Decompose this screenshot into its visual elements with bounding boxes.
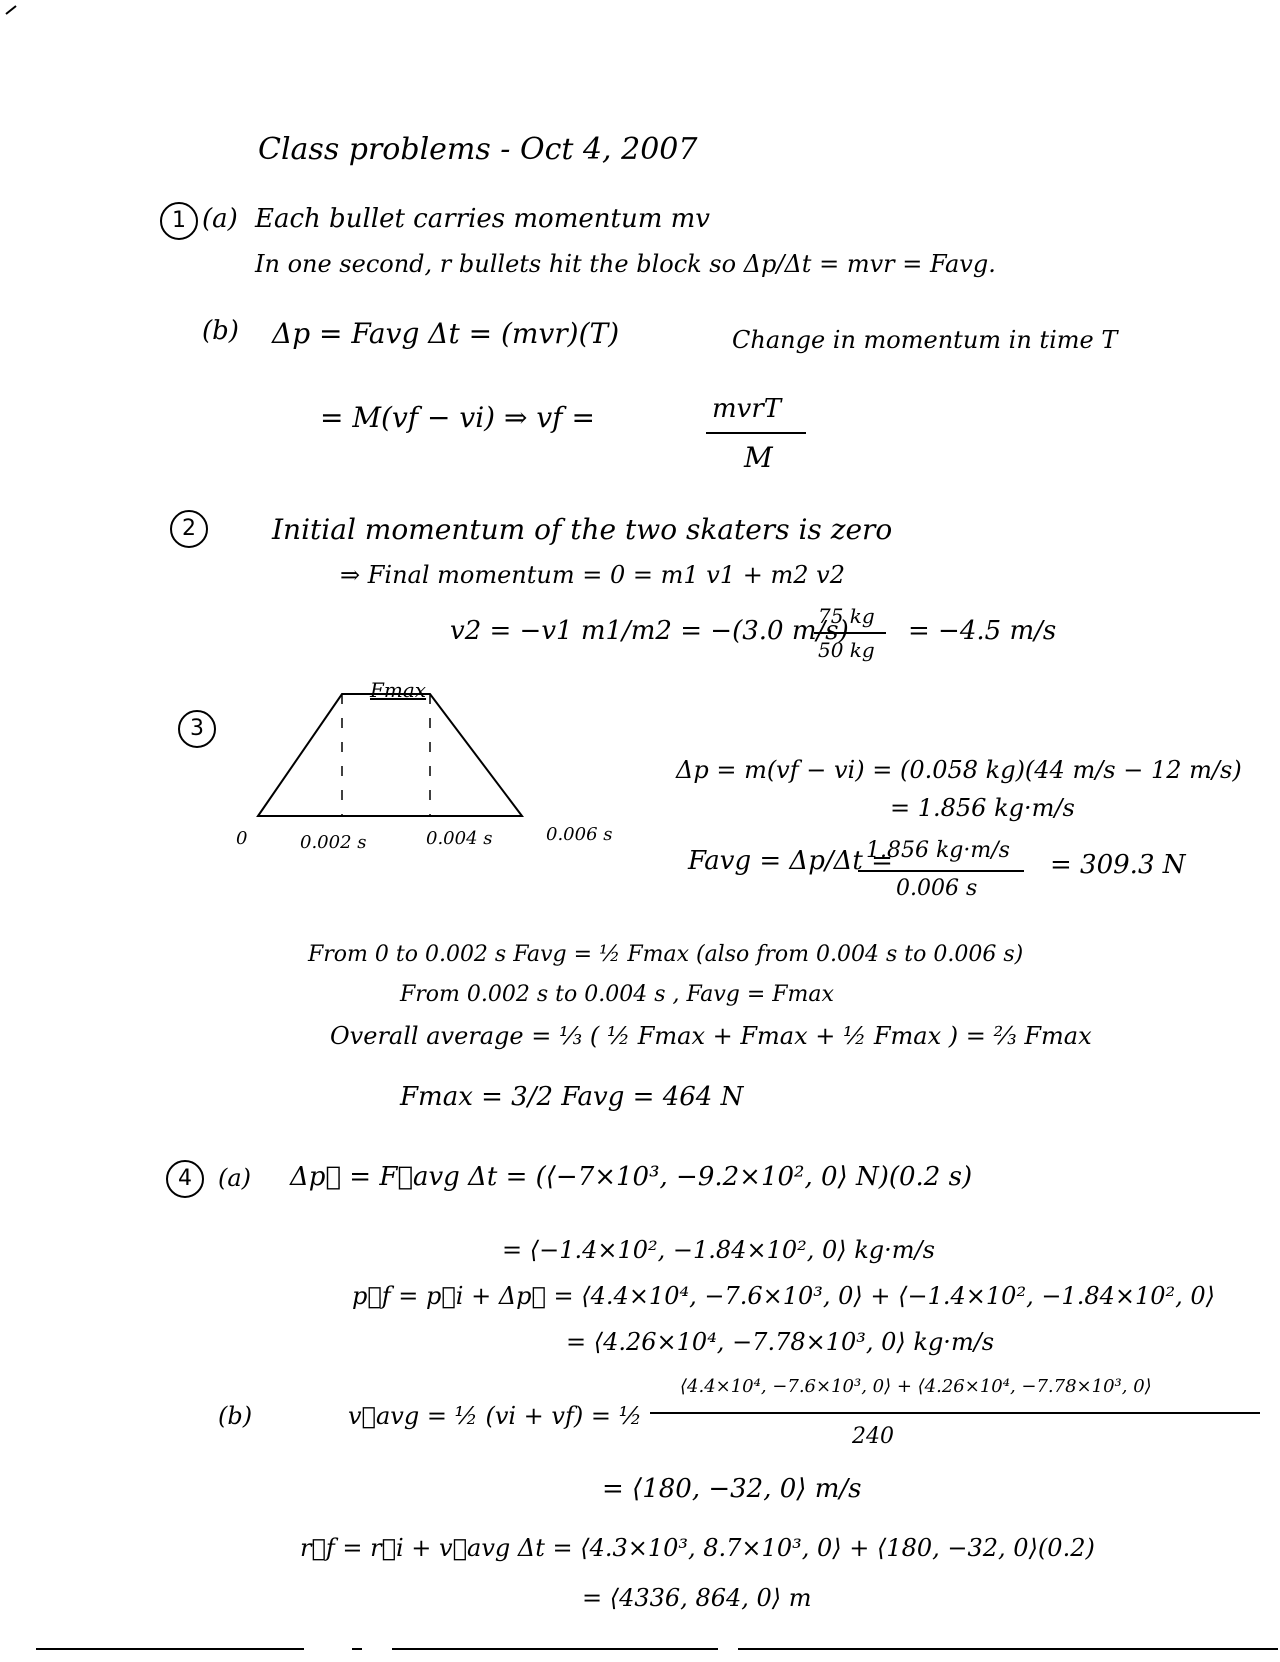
p1-a-line2: In one second, r bullets hit the block so Δp/Δt = mvr = Favg. — [255, 250, 996, 278]
p4-b-lhs: v⃗avg = ½ (vi + vf) = ½ — [348, 1402, 642, 1430]
graph-tick-1: 0.002 s — [300, 832, 367, 853]
bottom-rule-4 — [738, 1648, 1278, 1650]
problem-1-number: 1 — [160, 202, 198, 240]
bottom-rule-2 — [352, 1648, 362, 1650]
p3-line-a: From 0 to 0.002 s Favg = ½ Fmax (also from 0.004 s to 0.006 s) — [308, 942, 1024, 967]
p4-b-fraction-bar — [650, 1412, 1260, 1414]
p1-b-line1: Δp = Favg Δt = (mvr)(T) — [272, 317, 620, 350]
p3-line-c: Overall average = ⅓ ( ½ Fmax + Fmax + ½ Fmax ) = ⅔ Fmax — [330, 1022, 1092, 1050]
p3-favg-rhs: = 309.3 N — [1050, 850, 1186, 880]
p3-line-d: Fmax = 3/2 Favg = 464 N — [400, 1082, 744, 1112]
p1-b-denominator: M — [744, 441, 773, 474]
p4-b-numerator: ⟨4.4×10⁴, −7.6×10³, 0⟩ + ⟨4.26×10⁴, −7.78×10³, 0⟩ — [680, 1376, 1152, 1397]
p4-b-line2: = ⟨180, −32, 0⟩ m/s — [602, 1474, 862, 1504]
p2-fraction-bar — [814, 632, 886, 634]
pen-mark — [0, 0, 30, 20]
p1-b-line2: = M(vf − vi) ⇒ vf = — [320, 401, 595, 434]
p2-line3-lhs: v2 = −v1 m1/m2 = −(3.0 m/s) — [450, 616, 849, 646]
p1-b-fraction-bar — [706, 432, 806, 434]
p4-a-line3: p⃗f = p⃗i + Δp⃗ = ⟨4.4×10⁴, −7.6×10³, 0⟩ + ⟨−1.4×10², −1.84×10², 0⟩ — [352, 1282, 1216, 1310]
p4-a-line2: = ⟨−1.4×10², −1.84×10², 0⟩ kg·m/s — [502, 1236, 935, 1264]
p4-a-label: (a) — [218, 1164, 252, 1192]
p3-dp-line2: = 1.856 kg·m/s — [890, 794, 1075, 822]
page-title: Class problems - Oct 4, 2007 — [258, 132, 698, 167]
p1-a-label: (a) — [202, 204, 238, 234]
graph-trapezoid — [258, 694, 522, 816]
p3-line-b: From 0.002 s to 0.004 s , Favg = Fmax — [400, 982, 834, 1007]
graph-tick-3: 0.006 s — [546, 824, 613, 845]
p4-r-line2: = ⟨4336, 864, 0⟩ m — [582, 1584, 812, 1612]
p2-line1: Initial momentum of the two skaters is zero — [272, 513, 893, 546]
problem-2-number: 2 — [170, 510, 208, 548]
problem-3-number: 3 — [178, 710, 216, 748]
problem-4-number: 4 — [166, 1160, 204, 1198]
p2-line2: ⇒ Final momentum = 0 = m1 v1 + m2 v2 — [340, 561, 845, 589]
p4-b-denominator: 240 — [852, 1424, 894, 1449]
p3-favg-fraction-bar — [858, 870, 1024, 872]
bottom-rule-1 — [36, 1648, 304, 1650]
p3-dp-line1: Δp = m(vf − vi) = (0.058 kg)(44 m/s − 12 m/s) — [676, 756, 1242, 784]
bottom-rule-3 — [392, 1648, 718, 1650]
p1-a-line1: Each bullet carries momentum mv — [255, 204, 710, 234]
p3-favg-numerator: 1.856 kg·m/s — [866, 838, 1010, 863]
p3-favg-lhs: Favg = Δp/Δt = — [688, 846, 893, 876]
graph-tick-2: 0.004 s — [426, 828, 493, 849]
p4-a-line4: = ⟨4.26×10⁴, −7.78×10³, 0⟩ kg·m/s — [566, 1328, 995, 1356]
p4-a-line1: Δp⃗ = F⃗avg Δt = (⟨−7×10³, −9.2×10², 0⟩ N)(0.2 s) — [290, 1162, 973, 1192]
p2-line3-denominator: 50 kg — [818, 638, 875, 662]
p2-line3-rhs: = −4.5 m/s — [908, 616, 1057, 646]
p3-favg-denominator: 0.006 s — [896, 876, 978, 901]
graph-label-fmax: Fmax — [370, 678, 427, 702]
p1-b-label: (b) — [202, 316, 239, 346]
p1-b-note: Change in momentum in time T — [732, 326, 1118, 354]
graph-origin-label: 0 — [236, 828, 248, 849]
p2-line3-numerator: 75 kg — [818, 604, 875, 628]
p4-r-line1: r⃗f = r⃗i + v⃗avg Δt = ⟨4.3×10³, 8.7×10³, 0⟩ + ⟨180, −32, 0⟩(0.2) — [300, 1534, 1095, 1562]
p4-b-label: (b) — [218, 1402, 253, 1430]
p1-b-numerator: mvrT — [712, 394, 782, 424]
